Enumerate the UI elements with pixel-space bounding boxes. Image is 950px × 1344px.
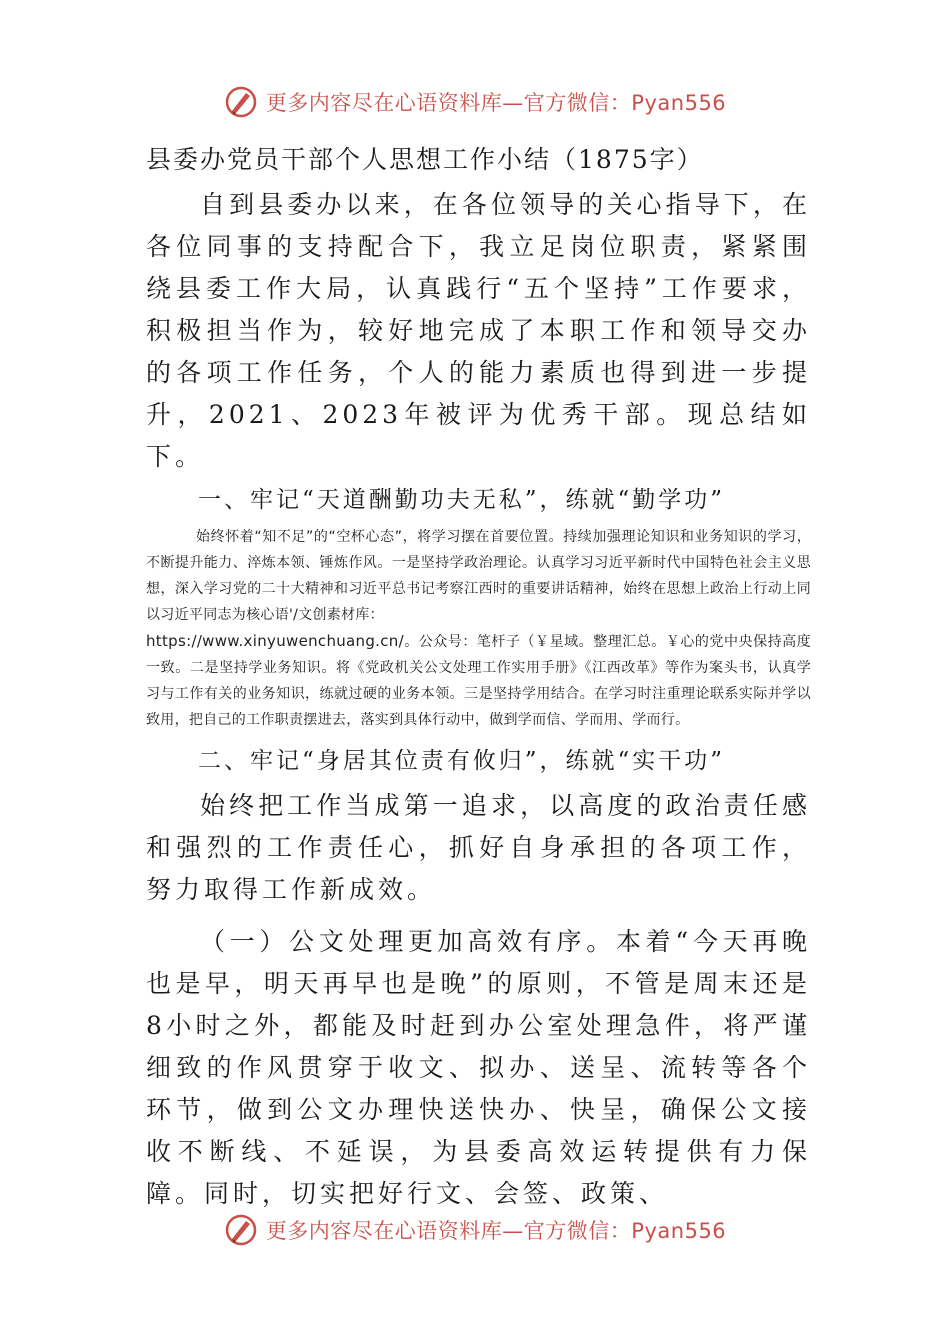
- section1-paragraph: [146, 524, 811, 733]
- section1-heading: 一、牢记“天道酬勤功夫无私”，练就“勤学功”: [198, 487, 726, 513]
- intro-paragraph: 自到县委办以来，在各位领导的关心指导下，在各位同事的支持配合下，我立足岗位职责，紧紧围绕县委工作大局，认真践行“五个坚持”工作要求，积极担当作为，较好地完成了本职工作和领导交办的各项工作任务，个人的能力素质也得到进一步提升，2021、2023年被评为优秀干部。现总结如下。: [146, 190, 811, 471]
- banner-text: 更多内容尽在心语资料库—官方微信：Pyan556: [265, 1219, 727, 1243]
- banner-text: 更多内容尽在心语资料库—官方微信：Pyan556: [265, 91, 727, 115]
- header-banner: [0, 82, 950, 122]
- document-body: [146, 140, 811, 1215]
- section2-subsection1: （一）公文处理更加高效有序。本着“今天再晚也是早，明天再早也是晚”的原则，不管是周末还是8小时之外，都能及时赶到办公室处理急件，将严谨细致的作风贯穿于收文、拟办、送呈、流转等各个环节，做到公文办理快送快办、快呈，确保公文接收不断线、不延误，为县委高效运转提供有力保障。同时，切实把好行文、会签、政策、: [146, 927, 811, 1208]
- footer-banner: [0, 1210, 950, 1250]
- pen-logo-icon: [224, 1213, 258, 1247]
- watermark-url-link[interactable]: https://www.xinyuwenchuang.cn/: [146, 632, 404, 650]
- document-title: 县委办党员干部个人思想工作小结（1875字）: [146, 145, 704, 174]
- pen-logo-icon: [224, 85, 258, 119]
- section2-paragraph: 始终把工作当成第一追求，以高度的政治责任感和强烈的工作责任心，抓好自身承担的各项工作，努力取得工作新成效。: [146, 791, 811, 904]
- section1-text-part2: 。公众号：笔杆子（￥星域。整理汇总。￥心的党中央保持高度一致。二是坚持学业务知识。将《党政机关公文处理工作实用手册》《江西改革》等作为案头书，认真学习与工作有关的业务知识，练就过硬的业务本领。三是坚持学用结合。在学习时注重理论联系实际并学以致用，把自己的工作职责摆进去，落实到具体行动中，做到学而信、学而用、学而行。: [146, 634, 811, 728]
- section2-heading: 二、牢记“身居其位责有攸归”，练就“实干功”: [198, 748, 726, 774]
- section1-text-part1: 始终怀着“知不足”的“空杯心态”，将学习摆在首要位置。持续加强理论知识和业务知识的学习，不断提升能力、淬炼本领、锤炼作风。一是坚持学政治理论。认真学习习近平新时代中国特色社会主义思想，深入学习党的二十大精神和习近平总书记考察江西时的重要讲话精神，始终在思想上政治上行动上同以习近平同志为核心语'/文创素材库：: [146, 529, 811, 623]
